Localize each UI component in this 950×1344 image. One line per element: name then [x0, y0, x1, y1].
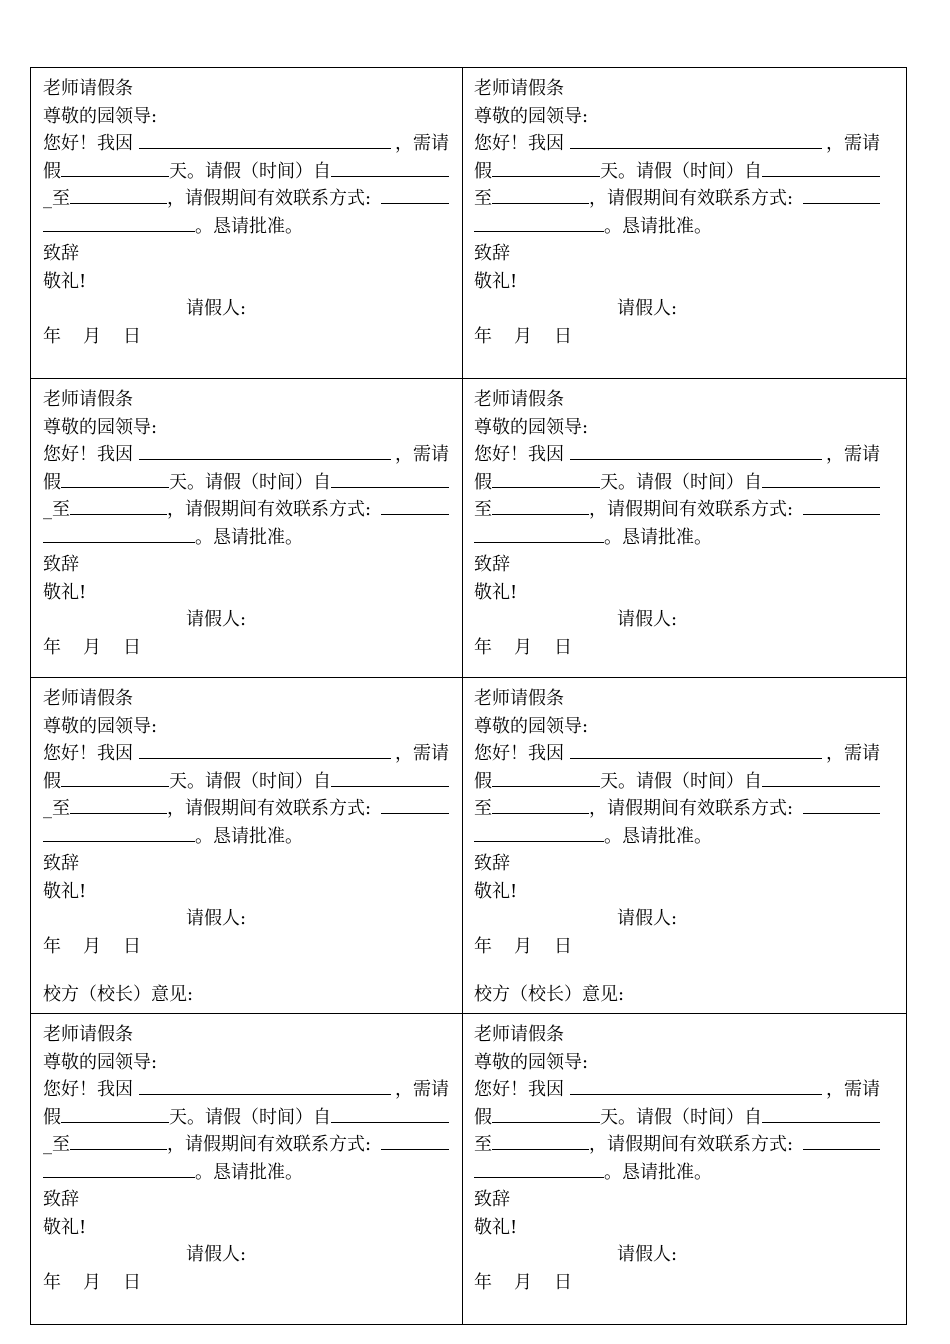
contact-blank[interactable] [381, 185, 449, 204]
leave-slip [43, 685, 449, 1009]
reason-line: 您好！我因 ，需请 [474, 740, 880, 768]
applicant-label: 请假人: [186, 908, 247, 929]
column-divider [462, 68, 463, 1324]
to-date-blank[interactable] [70, 1131, 167, 1150]
closing-jingli: 敬礼! [474, 1216, 518, 1238]
approve-line: 。恳请批准。 [474, 1159, 880, 1187]
closing-zhici: 致辞 [474, 1189, 510, 1210]
reason-line: 您好！我因 ，需请 [474, 130, 880, 158]
date-line: 年 月 日 [43, 1271, 141, 1293]
principal-opinion-label: 校方（校长）意见: [43, 984, 194, 1005]
closing-jingli: 敬礼! [474, 581, 518, 603]
contact-line: _至 ，请假期间有效联系方式: [43, 185, 449, 213]
contact-blank[interactable] [381, 496, 449, 515]
salutation: 尊敬的园领导: [43, 1051, 158, 1073]
contact-blank-cont[interactable] [474, 1159, 604, 1178]
to-date-blank[interactable] [70, 795, 167, 814]
slip-title: 老师请假条 [43, 688, 133, 709]
to-date-blank[interactable] [492, 496, 589, 515]
approve-line: 。恳请批准。 [474, 524, 880, 552]
days-blank[interactable] [492, 469, 600, 488]
row-divider [31, 677, 906, 678]
to-date-blank[interactable] [70, 185, 167, 204]
leave-slip [474, 75, 880, 350]
reason-line: 您好！我因 ，需请 [43, 130, 449, 158]
reason-blank[interactable] [570, 130, 822, 149]
to-date-blank[interactable] [70, 496, 167, 515]
slip-title: 老师请假条 [474, 78, 564, 99]
contact-line: _至 ，请假期间有效联系方式: [43, 496, 449, 524]
contact-blank[interactable] [803, 185, 880, 204]
contact-blank-cont[interactable] [474, 213, 604, 232]
applicant-label: 请假人: [617, 298, 678, 319]
applicant-label: 请假人: [186, 298, 247, 319]
approve-line: 。恳请批准。 [43, 823, 449, 851]
reason-line: 您好！我因 ，需请 [43, 740, 449, 768]
date-line: 年 月 日 [43, 636, 141, 658]
closing-zhici: 致辞 [43, 1189, 79, 1210]
days-line: 假 天。请假（时间）自 [474, 1104, 880, 1132]
slip-title: 老师请假条 [43, 78, 133, 99]
to-date-blank[interactable] [492, 795, 589, 814]
from-date-blank[interactable] [762, 768, 880, 787]
closing-jingli: 敬礼! [43, 1216, 87, 1238]
from-date-blank[interactable] [762, 1104, 880, 1123]
principal-opinion-label: 校方（校长）意见: [474, 984, 625, 1005]
leave-slip [474, 1021, 880, 1296]
leave-slip [43, 75, 449, 350]
to-date-blank[interactable] [492, 1131, 589, 1150]
closing-jingli: 敬礼! [43, 270, 87, 292]
reason-line: 您好！我因 ，需请 [474, 441, 880, 469]
salutation: 尊敬的园领导: [474, 1051, 589, 1073]
closing-jingli: 敬礼! [474, 880, 518, 902]
contact-blank-cont[interactable] [43, 213, 195, 232]
days-line: 假 天。请假（时间）自 [43, 469, 449, 497]
closing-jingli: 敬礼! [474, 270, 518, 292]
from-date-blank[interactable] [762, 158, 880, 177]
slip-title: 老师请假条 [43, 1024, 133, 1045]
reason-line: 您好！我因 ，需请 [43, 1076, 449, 1104]
contact-line: 至 ，请假期间有效联系方式: [474, 496, 880, 524]
reason-blank[interactable] [570, 740, 822, 759]
slip-title: 老师请假条 [474, 389, 564, 410]
approve-line: 。恳请批准。 [43, 1159, 449, 1187]
days-line: 假 天。请假（时间）自 [43, 1104, 449, 1132]
closing-zhici: 致辞 [43, 243, 79, 264]
closing-zhici: 致辞 [474, 243, 510, 264]
from-date-blank[interactable] [331, 469, 449, 488]
reason-blank[interactable] [139, 441, 391, 460]
contact-blank[interactable] [803, 795, 880, 814]
days-line: 假 天。请假（时间）自 [474, 768, 880, 796]
contact-blank-cont[interactable] [43, 524, 195, 543]
slip-title: 老师请假条 [43, 389, 133, 410]
applicant-label: 请假人: [617, 908, 678, 929]
days-blank[interactable] [492, 158, 600, 177]
slip-title: 老师请假条 [474, 688, 564, 709]
approve-line: 。恳请批准。 [43, 213, 449, 241]
date-line: 年 月 日 [474, 1271, 572, 1293]
to-date-blank[interactable] [492, 185, 589, 204]
contact-line: _至 ，请假期间有效联系方式: [43, 795, 449, 823]
closing-jingli: 敬礼! [43, 880, 87, 902]
contact-blank[interactable] [803, 1131, 880, 1150]
closing-zhici: 致辞 [474, 554, 510, 575]
contact-blank-cont[interactable] [474, 524, 604, 543]
days-blank[interactable] [492, 1104, 600, 1123]
days-line: 假 天。请假（时间）自 [43, 768, 449, 796]
reason-blank[interactable] [139, 1076, 391, 1095]
days-blank[interactable] [61, 1104, 169, 1123]
closing-zhici: 致辞 [43, 853, 79, 874]
date-line: 年 月 日 [474, 935, 572, 957]
row-divider [31, 1013, 906, 1014]
leave-slip [43, 1021, 449, 1296]
applicant-label: 请假人: [617, 609, 678, 630]
contact-line: 至 ，请假期间有效联系方式: [474, 185, 880, 213]
applicant-label: 请假人: [617, 1244, 678, 1265]
approve-line: 。恳请批准。 [43, 524, 449, 552]
approve-line: 。恳请批准。 [474, 213, 880, 241]
salutation: 尊敬的园领导: [474, 715, 589, 737]
approve-line: 。恳请批准。 [474, 823, 880, 851]
closing-zhici: 致辞 [43, 554, 79, 575]
date-line: 年 月 日 [474, 636, 572, 658]
reason-blank[interactable] [139, 740, 391, 759]
row-divider [31, 378, 906, 379]
days-line: 假 天。请假（时间）自 [43, 158, 449, 186]
contact-blank[interactable] [381, 1131, 449, 1150]
days-line: 假 天。请假（时间）自 [474, 158, 880, 186]
reason-blank[interactable] [570, 1076, 822, 1095]
closing-jingli: 敬礼! [43, 581, 87, 603]
salutation: 尊敬的园领导: [43, 416, 158, 438]
from-date-blank[interactable] [762, 469, 880, 488]
salutation: 尊敬的园领导: [474, 105, 589, 127]
reason-line: 您好！我因 ，需请 [474, 1076, 880, 1104]
applicant-label: 请假人: [186, 1244, 247, 1265]
days-blank[interactable] [61, 469, 169, 488]
reason-blank[interactable] [139, 130, 391, 149]
date-line: 年 月 日 [474, 325, 572, 347]
salutation: 尊敬的园领导: [43, 715, 158, 737]
reason-line: 您好！我因 ，需请 [43, 441, 449, 469]
contact-blank-cont[interactable] [43, 823, 195, 842]
salutation: 尊敬的园领导: [474, 416, 589, 438]
applicant-label: 请假人: [186, 609, 247, 630]
leave-slip [474, 685, 880, 1009]
contact-line: 至 ，请假期间有效联系方式: [474, 795, 880, 823]
from-date-blank[interactable] [331, 1104, 449, 1123]
from-date-blank[interactable] [331, 768, 449, 787]
closing-zhici: 致辞 [474, 853, 510, 874]
contact-line: 至 ，请假期间有效联系方式: [474, 1131, 880, 1159]
contact-blank[interactable] [381, 795, 449, 814]
contact-line: _至 ，请假期间有效联系方式: [43, 1131, 449, 1159]
leave-slip [43, 386, 449, 661]
date-line: 年 月 日 [43, 325, 141, 347]
contact-blank-cont[interactable] [43, 1159, 195, 1178]
contact-blank[interactable] [803, 496, 880, 515]
salutation: 尊敬的园领导: [43, 105, 158, 127]
date-line: 年 月 日 [43, 935, 141, 957]
leave-slip [474, 386, 880, 661]
from-date-blank[interactable] [331, 158, 449, 177]
contact-blank-cont[interactable] [474, 823, 604, 842]
days-line: 假 天。请假（时间）自 [474, 469, 880, 497]
days-blank[interactable] [61, 158, 169, 177]
reason-blank[interactable] [570, 441, 822, 460]
days-blank[interactable] [492, 768, 600, 787]
slip-title: 老师请假条 [474, 1024, 564, 1045]
days-blank[interactable] [61, 768, 169, 787]
